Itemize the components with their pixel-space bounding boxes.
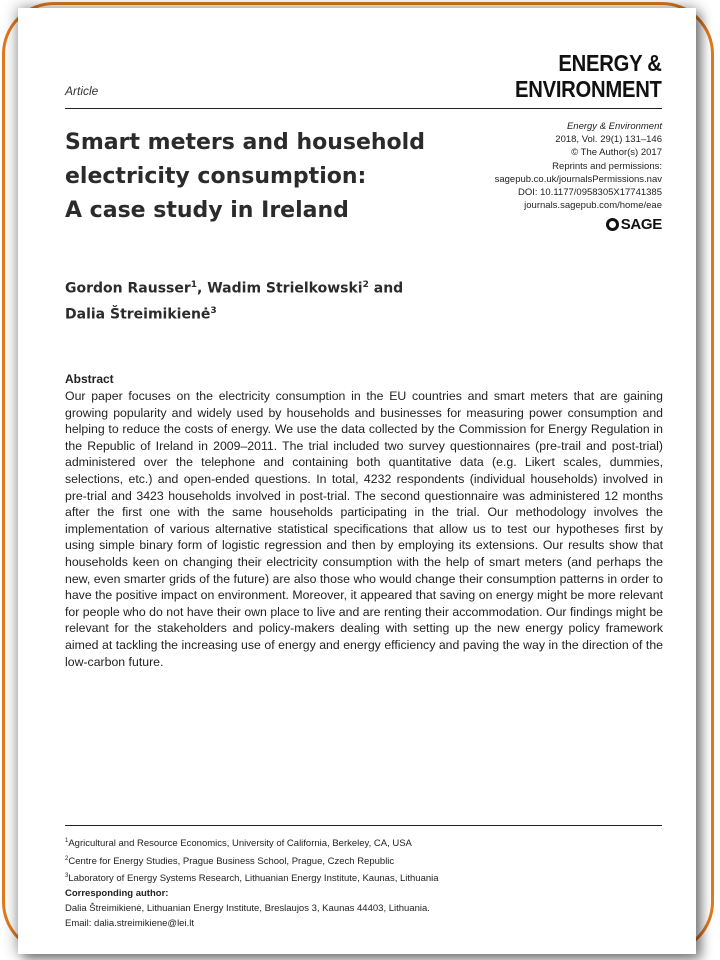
citation: 2018, Vol. 29(1) 131–146 bbox=[555, 134, 662, 146]
corresponding-author-details bbox=[65, 902, 665, 931]
affiliation-text: Centre for Energy Studies, Prague Business School, Prague, Czech Republic bbox=[68, 855, 395, 867]
paper-title bbox=[65, 126, 465, 228]
affiliation-item bbox=[65, 834, 665, 852]
abstract-text: Our paper focuses on the electricity consumption in the EU countries and smart meters that are gaining growing popularity and widely used by households and businesses for measuring power consumption and helping to reduce the costs of energy. We use the data collected by the Commission for Energy Regulation in the Republic of Ireland in 2009–2011. The trial included two survey questionnaires (pre-trail and post-trial) administered over the telephone and containing both quantitative data (e.g. Likert scales, dummies, selections, etc.) and open-ended questions. In total, 4232 respondents (individual households) involved in pre-trial and 3423 households involved in post-trial. The second questionnaire was administered 12 months after the first one with the same households participating in the trial. Our methodology involves the implementation of various alternative statistical specifications that allow us to test our hypotheses first by using simple binary form of logistic regression and then by employing its extensions. Our results show that households keen on changing their electricity consumption with the help of smart meters (and perhaps the new, even smarter grids of the future) are also those who would change their consumption patterns in order to have the positive impact on environment. Moreover, it appeared that saving on energy might be more relevant for people who do not have their own place to live and are renting their accommodation. Our findings might be relevant for the stakeholders and policy-makers dealing with setting up the new energy policy framework aimed at tackling the increasing use of energy and energy efficiency and paving the way in the direction of the low-carbon future. bbox=[65, 389, 663, 669]
affiliation-item bbox=[65, 869, 665, 887]
title-line: A case study in Ireland bbox=[65, 198, 349, 223]
author-list bbox=[65, 274, 525, 325]
affiliation-number: 1 bbox=[65, 838, 69, 844]
author-affil-marker: 1 bbox=[190, 280, 198, 290]
abstract-heading: Abstract bbox=[65, 372, 114, 386]
corresponding-author-heading: Corresponding author: bbox=[65, 888, 169, 899]
author-name: Wadim Strielkowski bbox=[207, 280, 363, 297]
title-line: electricity consumption: bbox=[65, 164, 367, 189]
publication-meta bbox=[495, 120, 662, 212]
journal-logo-line2: ENVIRONMENT bbox=[515, 76, 662, 102]
affiliation-list bbox=[65, 834, 665, 887]
journal-link[interactable]: journals.sagepub.com/home/eae bbox=[524, 200, 662, 212]
author-separator: and bbox=[368, 280, 404, 297]
header-rule bbox=[65, 108, 662, 109]
author-affil-marker: 3 bbox=[210, 305, 217, 316]
author-separator: , bbox=[197, 280, 208, 297]
corresponding-address: Dalia Štreimikienė, Lithuanian Energy Institute, Breslaujos 3, Kaunas 44403, Lithuania. bbox=[65, 903, 430, 914]
affiliation-text: Laboratory of Energy Systems Research, Lithuanian Energy Institute, Kaunas, Lithuania bbox=[68, 873, 439, 885]
author-name: Gordon Rausser bbox=[65, 280, 191, 297]
title-line: Smart meters and household bbox=[65, 130, 425, 155]
affiliation-item bbox=[65, 852, 665, 870]
reprints-link[interactable]: sagepub.co.uk/journalsPermissions.nav bbox=[494, 173, 662, 185]
footnote-rule bbox=[65, 825, 662, 826]
journal-logo bbox=[515, 50, 662, 102]
doi[interactable]: DOI: 10.1177/0958305X17741385 bbox=[517, 187, 662, 199]
affiliation-number: 2 bbox=[65, 855, 69, 862]
reprints-label: Reprints and permissions: bbox=[552, 160, 662, 172]
copyright: © The Author(s) 2017 bbox=[571, 147, 662, 159]
journal-name: Energy & Environment bbox=[566, 121, 662, 132]
affiliation-number: 3 bbox=[65, 873, 69, 880]
author-name: Dalia Štreimikienė bbox=[65, 306, 211, 323]
corresponding-email[interactable]: Email: dalia.streimikiene@lei.lt bbox=[65, 917, 194, 929]
article-type-label: Article bbox=[65, 84, 99, 98]
publisher-logo bbox=[606, 216, 662, 233]
journal-logo-line1: ENERGY & bbox=[558, 50, 662, 76]
affiliation-text: Agricultural and Resource Economics, University of California, Berkeley, CA, USA bbox=[68, 838, 412, 850]
author-affil-marker: 2 bbox=[362, 280, 369, 290]
publisher-logo-text: SAGE bbox=[620, 216, 662, 233]
sage-logo-icon bbox=[606, 218, 619, 231]
paper-page bbox=[18, 8, 696, 954]
